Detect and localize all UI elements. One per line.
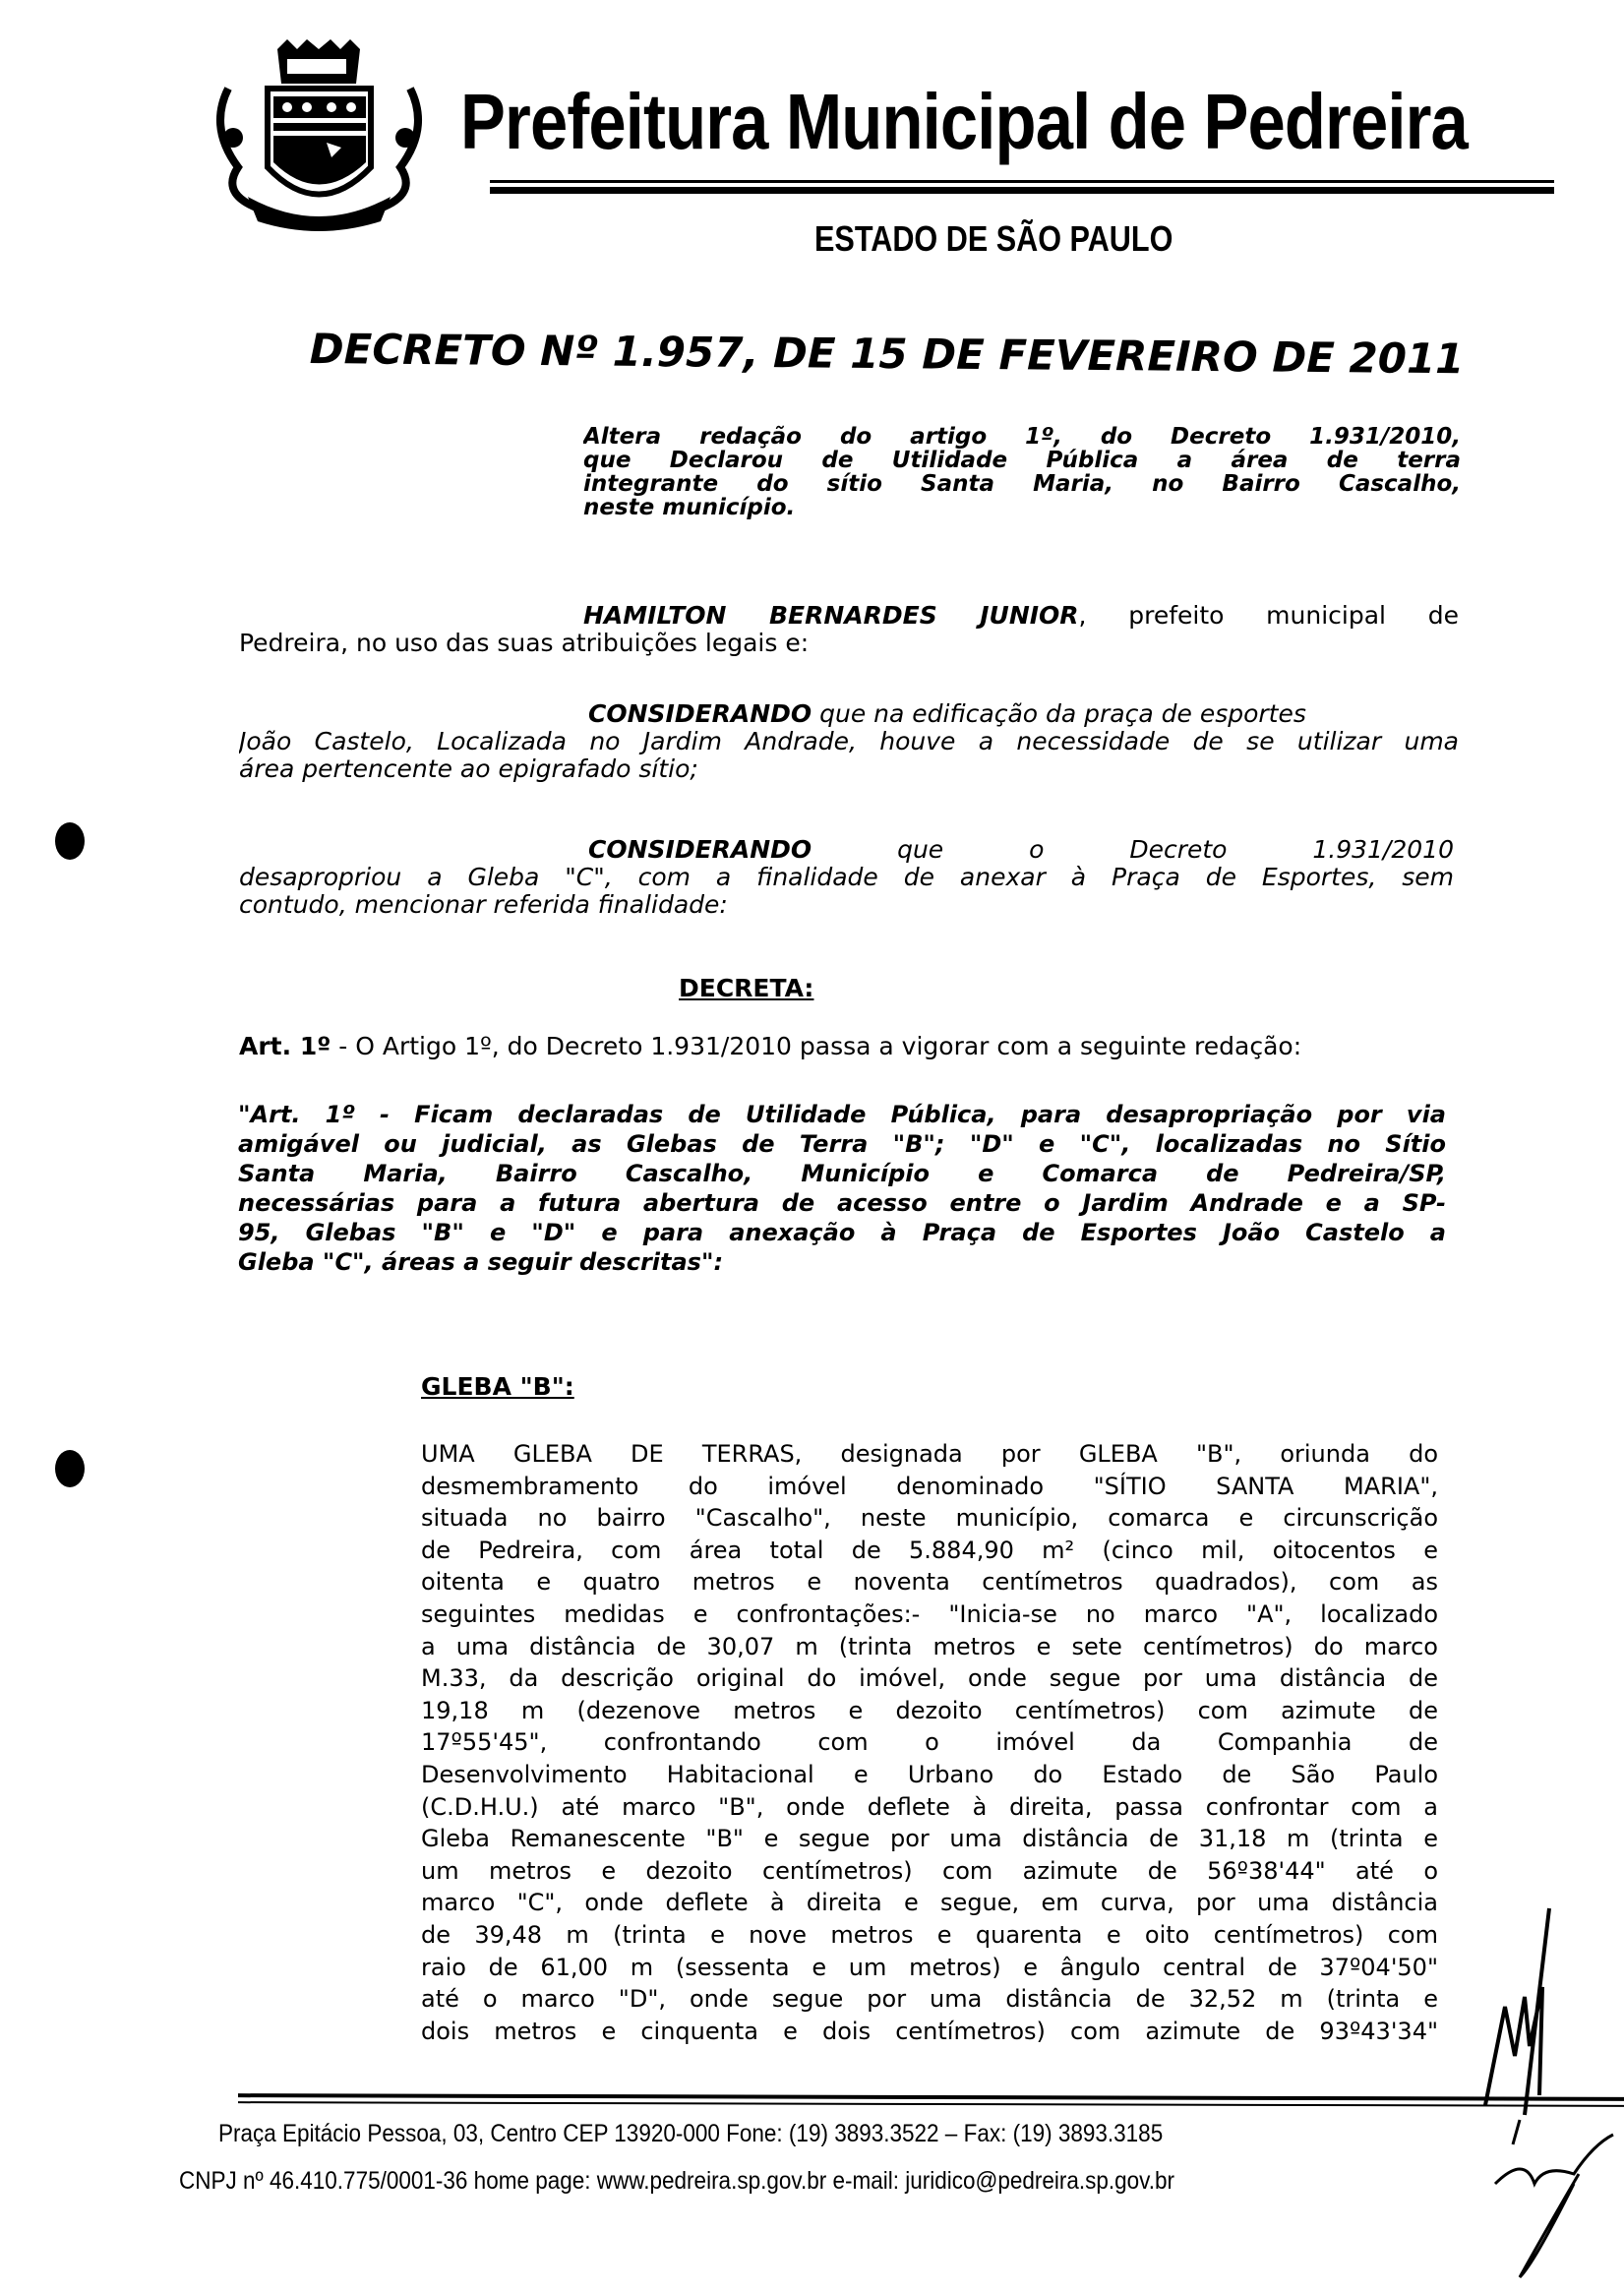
header-rule-thick	[490, 187, 1554, 194]
gleba-heading: GLEBA "B":	[421, 1372, 574, 1401]
decree-title: DECRETO Nº 1.957, DE 15 DE FEVEREIRO DE 2011	[309, 325, 1465, 384]
considerando-1	[239, 700, 1459, 783]
article-quote	[238, 1100, 1446, 1277]
gleba-line: seguintes medidas e confrontações:- "Inicia-se no marco "A", localizado	[421, 1599, 1438, 1628]
summary-line: que Declarou de Utilidade Pública a área de terra	[583, 449, 1461, 472]
considerando-word: que	[897, 835, 944, 864]
footer-rule	[238, 2093, 1624, 2101]
quote-line: "Art. 1º - Ficam declaradas de Utilidade Pública, para desapropriação por via	[238, 1101, 1446, 1128]
intro-paragraph	[239, 602, 1459, 657]
considerando-keyword: CONSIDERANDO	[588, 700, 812, 728]
gleba-line: (C.D.H.U.) até marco "B", onde deflete à direita, passa confrontar com a	[421, 1792, 1438, 1821]
considerando-word: 1.931/2010	[1312, 835, 1454, 864]
considerando-word: o	[1029, 835, 1045, 864]
article-text: - O Artigo 1º, do Decreto 1.931/2010 passa a vigorar com a seguinte redação:	[331, 1032, 1302, 1060]
gleba-line: oitenta e quatro metros e noventa centímetros quadrados), com as	[421, 1568, 1438, 1597]
article-1	[239, 1033, 1301, 1060]
gleba-line: Desenvolvimento Habitacional e Urbano do Estado de São Paulo	[421, 1760, 1438, 1788]
coat-of-arms-logo	[209, 39, 430, 231]
header-title: Prefeitura Municipal de Pedreira	[460, 78, 1468, 165]
gleba-line: 17º55'45", confrontando com o imóvel da Companhia de	[421, 1728, 1438, 1757]
quote-line: Gleba "C", áreas a seguir descritas":	[238, 1248, 724, 1276]
summary-line: Altera redação do artigo 1º, do Decreto 1.931/2010,	[583, 425, 1461, 449]
considerando-text: que na edificação da praça de esportes	[812, 700, 1306, 728]
gleba-description	[421, 1438, 1438, 2047]
decree-summary	[583, 425, 1461, 519]
footer-address: Praça Epitácio Pessoa, 03, Centro CEP 13920-000 Fone: (19) 3893.3522 – Fax: (19) 3893.3185	[218, 2120, 1164, 2147]
considerando-line: desapropriou a Gleba "C", com a finalidade de anexar à Praça de Esportes, sem	[239, 864, 1454, 891]
footer-rule-thin	[238, 2101, 1624, 2107]
quote-line: 95, Glebas "B" e "D" e para anexação à Praça de Esportes João Castelo a	[238, 1219, 1446, 1246]
mayor-name: HAMILTON BERNARDES JUNIOR	[583, 602, 1079, 630]
punch-hole	[55, 1450, 85, 1487]
gleba-line: 19,18 m (dezenove metros e dezoito centímetros) com azimute de	[421, 1696, 1438, 1724]
gleba-line: de 39,48 m (trinta e nove metros e quarenta e oito centímetros) com	[421, 1920, 1438, 1949]
quote-line: necessárias para a futura abertura de acesso entre o Jardim Andrade e a SP-	[238, 1189, 1446, 1217]
considerando-line: área pertencente ao epigrafado sítio;	[239, 755, 698, 783]
gleba-line: UMA GLEBA DE TERRAS, designada por GLEBA "B", oriunda do	[421, 1440, 1438, 1468]
article-label: Art. 1º	[239, 1032, 331, 1060]
considerando-line: contudo, mencionar referida finalidade:	[239, 891, 728, 919]
gleba-line: dois metros e cinquenta e dois centímetros) com azimute de 93º43'34"	[421, 2017, 1438, 2045]
footer-contact: CNPJ nº 46.410.775/0001-36 home page: www.pedreira.sp.gov.br e-mail: juridico@pedreira.sp.gov.br	[179, 2167, 1175, 2195]
summary-line: integrante do sítio Santa Maria, no Bairro Cascalho,	[583, 472, 1461, 496]
intro-text: , prefeito municipal de	[1078, 602, 1459, 630]
gleba-line: desmembramento do imóvel denominado "SÍTIO SANTA MARIA",	[421, 1472, 1438, 1500]
summary-line: neste município.	[583, 496, 796, 519]
gleba-line: um metros e dezoito centímetros) com azimute de 56º38'44" até o	[421, 1856, 1438, 1885]
quote-line: Santa Maria, Bairro Cascalho, Município e Comarca de Pedreira/SP,	[238, 1160, 1446, 1187]
considerando-line: João Castelo, Localizada no Jardim Andrade, houve a necessidade de se utilizar uma	[239, 728, 1459, 755]
header-rule-thin	[490, 180, 1554, 183]
considerando-keyword: CONSIDERANDO	[588, 835, 812, 864]
considerando-2	[239, 836, 1454, 919]
quote-line: amigável ou judicial, as Glebas de Terra "B"; "D" e "C", localizadas no Sítio	[238, 1130, 1446, 1158]
intro-line: Pedreira, no uso das suas atribuições legais e:	[239, 630, 810, 657]
handwritten-signature	[1426, 1889, 1623, 2282]
decreta-heading: DECRETA:	[679, 974, 814, 1002]
gleba-line: até o marco "D", onde segue por uma distância de 32,52 m (trinta e	[421, 1985, 1438, 2014]
considerando-word: Decreto	[1129, 835, 1228, 864]
gleba-line: de Pedreira, com área total de 5.884,90 m² (cinco mil, oitocentos e	[421, 1536, 1438, 1564]
header-state: ESTADO DE SÃO PAULO	[814, 218, 1173, 259]
gleba-line: Gleba Remanescente "B" e segue por uma distância de 31,18 m (trinta e	[421, 1825, 1438, 1853]
gleba-line: marco "C", onde deflete à direita e segue, em curva, por uma distância	[421, 1889, 1438, 1917]
punch-hole	[55, 822, 85, 860]
gleba-line: situada no bairro "Cascalho", neste município, comarca e circunscrição	[421, 1504, 1438, 1533]
gleba-line: M.33, da descrição original do imóvel, onde segue por uma distância de	[421, 1664, 1438, 1693]
gleba-line: a uma distância de 30,07 m (trinta metros e sete centímetros) do marco	[421, 1632, 1438, 1660]
gleba-line: raio de 61,00 m (sessenta e um metros) e ângulo central de 37º04'50"	[421, 1953, 1438, 1981]
